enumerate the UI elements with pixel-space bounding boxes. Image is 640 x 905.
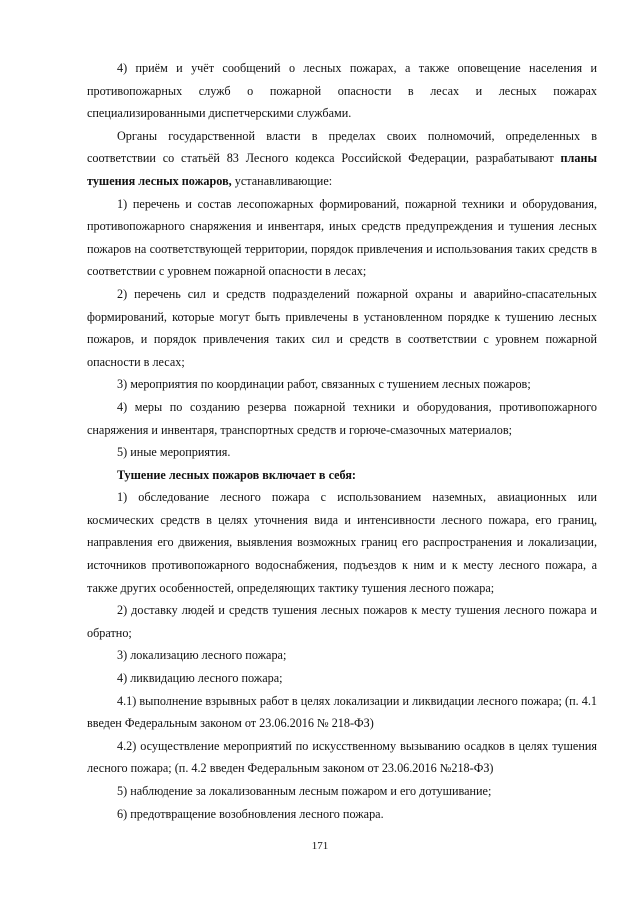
section-heading-firefighting: Тушение лесных пожаров включает в себя:	[117, 467, 356, 482]
fire-plans-emphasis: планы тушения лесных пожаров,	[87, 151, 597, 188]
list-item-prevention: 6) предотвращение возобновления лесного пожара.	[117, 806, 384, 821]
list-item-reserve: 4) меры по созданию резерва пожарной техники и оборудования, противопожарного снаряжения и инвентаря, транспортных средств и горюче-смазочных материалов;	[87, 399, 597, 437]
paragraph-notification-services: 4) приём и учёт сообщений о лесных пожарах, а также оповещение населения и противопожарных служб о пожарной опасности в лесах и лесных пожарах специализированными диспетчерскими службами.	[87, 61, 597, 121]
list-item-liquidation: 4) ликвидацию лесного пожара;	[117, 671, 283, 686]
page-number: 171	[311, 840, 329, 852]
list-item-forces: 2) перечень сил и средств подразделений пожарной охраны и аварийно-спасательных формирований, которые могут быть привлечены в установленном порядке к тушению лесных пожаров, и порядок привлечения таких сил и средств в соответствии с уровнем пожарной опасности в лесах;	[87, 286, 597, 369]
list-item-precipitation: 4.2) осуществление мероприятий по искусственному вызыванию осадков в целях тушения лесного пожара; (п. 4.2 введен Федеральным законом от 23.06.2016 №218-ФЗ)	[87, 738, 597, 776]
paragraph-fire-plans-text: Органы государственной власти в пределах своих полномочий, определенных в соответствии со статьёй 83 Лесного кодекса Российской Федерации, разрабатывают	[87, 128, 597, 166]
document-body	[87, 57, 597, 825]
list-item-localization: 3) локализацию лесного пожара;	[117, 648, 287, 663]
list-item-coordination: 3) мероприятия по координации работ, связанных с тушением лесных пожаров;	[117, 377, 531, 392]
list-item-other-measures: 5) иные мероприятия.	[117, 445, 231, 460]
list-item-formations: 1) перечень и состав лесопожарных формирований, пожарной техники и оборудования, противопожарного снаряжения и инвентаря, иных средств предупреждения и тушения лесных пожаров на соответствующей территории, порядок привлечения и использования таких средств в соответствии с уровнем пожарной опасности в лесах;	[87, 196, 597, 279]
paragraph-fire-plans-intro	[87, 125, 597, 193]
list-item-delivery: 2) доставку людей и средств тушения лесных пожаров к месту тушения лесного пожара и обратно;	[87, 603, 597, 640]
paragraph-fire-plans-ending: устанавливающие:	[231, 173, 333, 188]
list-item-monitoring: 5) наблюдение за локализованным лесным пожаром и его дотушивание;	[117, 784, 492, 798]
list-item-blasting: 4.1) выполнение взрывных работ в целях локализации и ликвидации лесного пожара; (п. 4.1 введен Федеральным законом от 23.06.2016 № 218-ФЗ)	[87, 693, 597, 731]
list-item-survey: 1) обследование лесного пожара с использованием наземных, авиационных или космических средств в целях уточнения вида и интенсивности лесного пожара, его границ, направления его движения, выявления возможных границ его распространения и локализации, источников противопожарного водоснабжения, подъездов к ним и к месту лесного пожара, а также других особенностей, определяющих тактику тушения лесного пожара;	[87, 490, 597, 595]
